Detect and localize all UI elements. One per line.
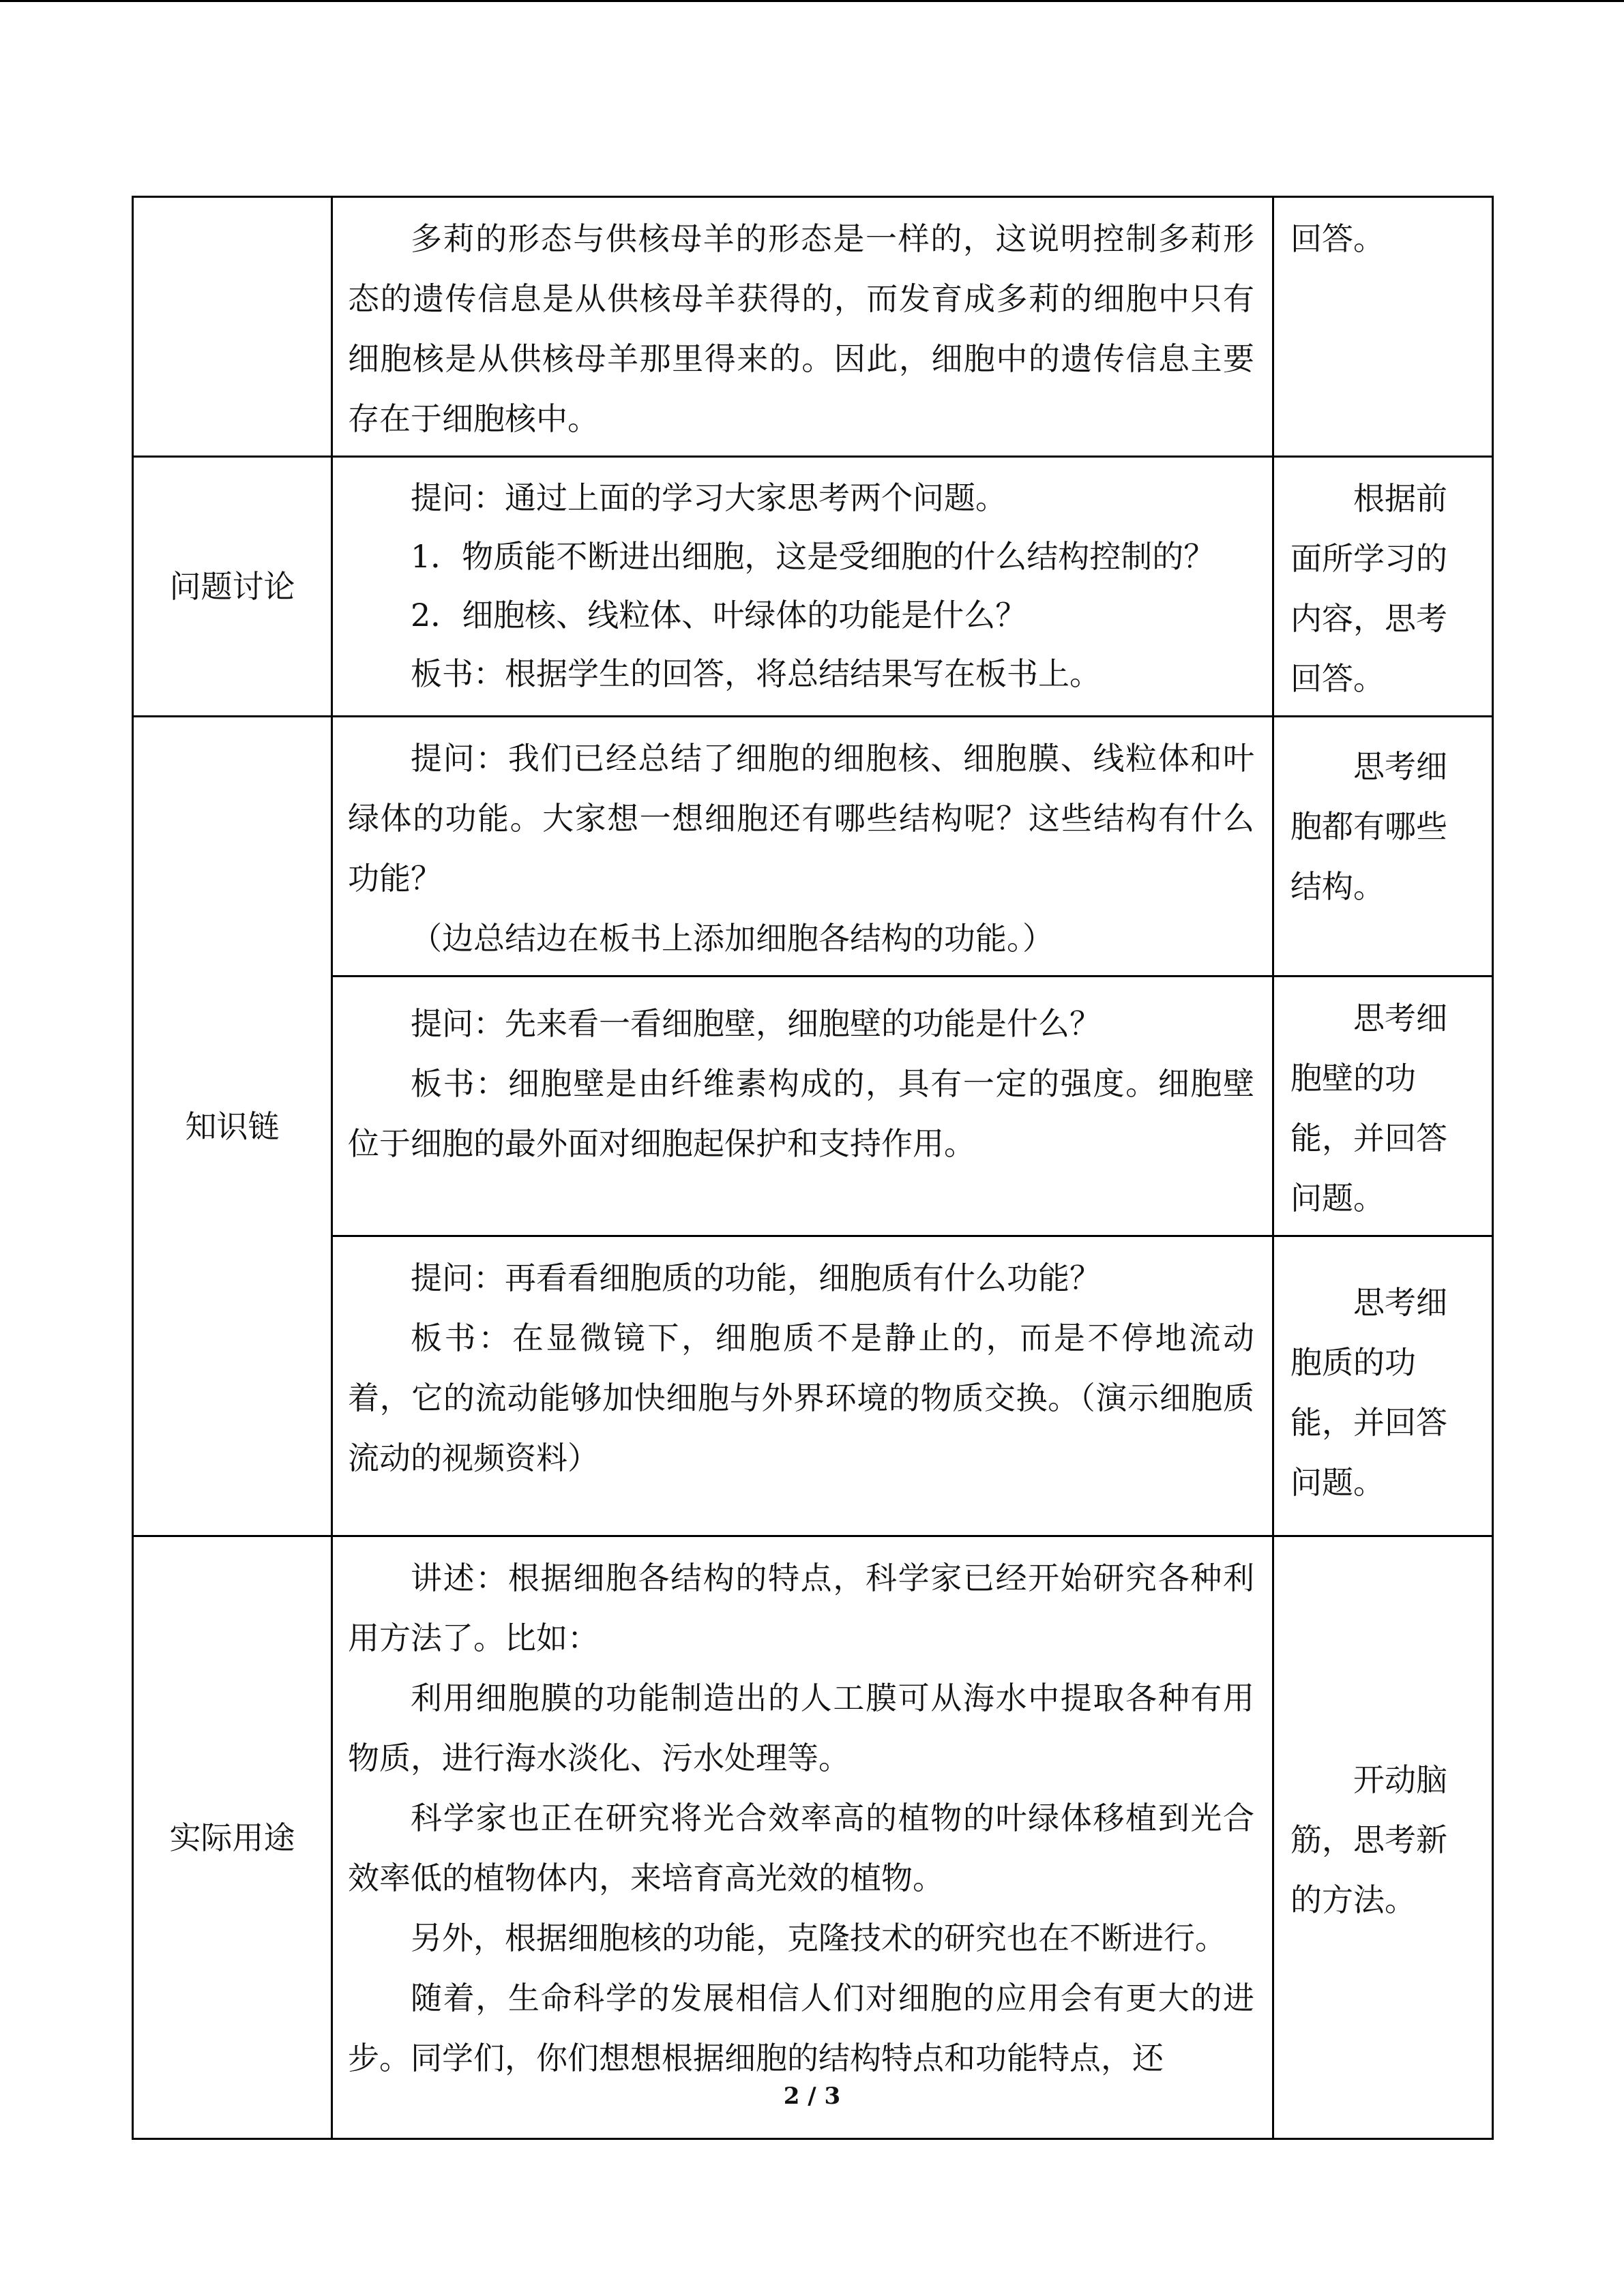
response-text: 思考细胞质的功能，并回答问题。 xyxy=(1290,1284,1447,1501)
student-response xyxy=(1273,197,1493,457)
student-response xyxy=(1273,457,1493,717)
row-label: 实际用途 xyxy=(133,1536,332,2139)
response-text: 回答。 xyxy=(1290,220,1385,257)
student-response xyxy=(1273,976,1493,1236)
student-response xyxy=(1273,1236,1493,1536)
content-paragraph: 随着，生命科学的发展相信人们对细胞的应用会有更大的进步。同学们，你们想想根据细胞的结构特点和功能特点，还 xyxy=(348,1980,1254,2076)
page-top-border xyxy=(0,0,1624,2)
student-response xyxy=(1273,1536,1493,2139)
content-paragraph: 科学家也正在研究将光合效率高的植物的叶绿体移植到光合效率低的植物体内，来培育高光效的植物。 xyxy=(348,1800,1254,1896)
table-row xyxy=(133,197,1493,457)
response-text: 开动脑筋，思考新的方法。 xyxy=(1290,1761,1447,1918)
response-text: 思考细胞都有哪些结构。 xyxy=(1290,748,1447,905)
row-content xyxy=(332,1236,1273,1536)
row-content xyxy=(332,976,1273,1236)
lesson-plan-table xyxy=(132,196,1494,2140)
content-paragraph: （边总结边在板书上添加细胞各结构的功能。） xyxy=(411,920,1054,957)
table-row xyxy=(133,976,1493,1236)
row-label xyxy=(133,197,332,457)
row-label: 知识链 xyxy=(133,717,332,1536)
response-text: 根据前面所学习的内容，思考回答。 xyxy=(1290,480,1447,697)
content-paragraph: 板书：在显微镜下，细胞质不是静止的，而是不停地流动着，它的流动能够加快细胞与外界环境的物质交换。（演示细胞质流动的视频资料） xyxy=(348,1320,1254,1476)
table-row xyxy=(133,717,1493,976)
row-content xyxy=(332,717,1273,976)
content-paragraph: 讲述：根据细胞各结构的特点，科学家已经开始研究各种利用方法了。比如： xyxy=(348,1560,1254,1656)
content-paragraph: 提问：通过上面的学习大家思考两个问题。 xyxy=(411,479,1007,516)
content-paragraph: 多莉的形态与供核母羊的形态是一样的，这说明控制多莉形态的遗传信息是从供核母羊获得的，而发育成多莉的细胞中只有细胞核是从供核母羊那里得来的。因此，细胞中的遗传信息主要存在于细胞核中。 xyxy=(348,220,1254,437)
row-content xyxy=(332,1536,1273,2139)
content-paragraph: 板书：根据学生的回答，将总结结果写在板书上。 xyxy=(411,655,1101,692)
table-row xyxy=(133,457,1493,717)
content-paragraph: 1．物质能不断进出细胞，这是受细胞的什么结构控制的？ xyxy=(411,538,1215,575)
row-content xyxy=(332,197,1273,457)
row-label: 问题讨论 xyxy=(133,457,332,717)
content-paragraph: 利用细胞膜的功能制造出的人工膜可从海水中提取各种有用物质，进行海水淡化、污水处理等。 xyxy=(348,1680,1254,1776)
content-paragraph: 另外，根据细胞核的功能，克隆技术的研究也在不断进行。 xyxy=(411,1920,1226,1956)
table-row xyxy=(133,1236,1493,1536)
student-response xyxy=(1273,717,1493,976)
content-paragraph: 提问：先来看一看细胞壁，细胞壁的功能是什么？ xyxy=(411,1005,1101,1042)
response-text: 思考细胞壁的功能，并回答问题。 xyxy=(1290,1000,1447,1217)
content-paragraph: 板书：细胞壁是由纤维素构成的，具有一定的强度。细胞壁位于细胞的最外面对细胞起保护和支持作用。 xyxy=(348,1065,1254,1162)
table-row xyxy=(133,1536,1493,2139)
content-paragraph: 提问：再看看细胞质的功能，细胞质有什么功能？ xyxy=(411,1259,1101,1296)
content-paragraph: 提问：我们已经总结了细胞的细胞核、细胞膜、线粒体和叶绿体的功能。大家想一想细胞还有哪些结构呢？这些结构有什么功能？ xyxy=(348,740,1254,897)
row-content xyxy=(332,457,1273,717)
content-paragraph: 2．细胞核、线粒体、叶绿体的功能是什么？ xyxy=(411,597,1027,633)
page-number: 2 / 3 xyxy=(783,2083,841,2110)
